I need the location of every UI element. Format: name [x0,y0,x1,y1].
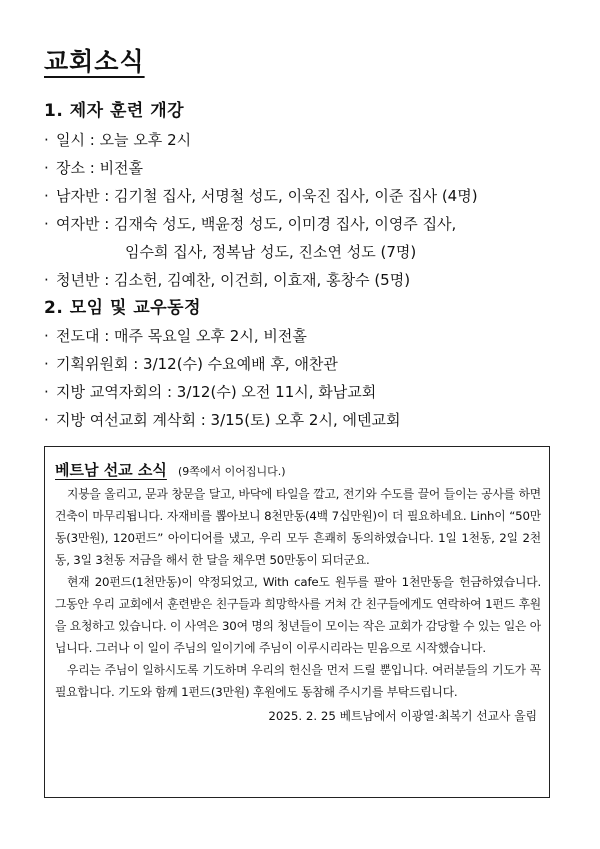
section-heading-discipleship: 1. 제자 훈련 개강 [44,101,185,121]
list-item-text: 여자반 : 김재숙 성도, 백윤정 성도, 이미경 집사, 이영주 집사, [56,215,457,233]
list-item-continuation: 임수희 집사, 정복남 성도, 진소연 성도 (7명) [125,243,417,261]
bullet-mark: · [44,131,49,149]
list-item-womens-mission [44,406,400,434]
bullet-mark: · [44,383,49,401]
list-item-men-class [44,182,478,210]
list-item-text: 청년반 : 김소헌, 김예찬, 이건희, 이효재, 홍창수 (5명) [56,271,411,289]
mission-news-subtitle: (9쪽에서 이어집니다.) [177,465,286,478]
bullet-mark: · [44,215,49,233]
section-heading-meetings: 2. 모임 및 교우동정 [44,298,201,318]
list-item-text: 일시 : 오늘 오후 2시 [56,131,192,149]
list-item-text: 전도대 : 매주 목요일 오후 2시, 비전홀 [56,327,307,345]
meetings-list [44,322,400,434]
mission-paragraph: 우리는 주님이 일하시도록 기도하며 우리의 헌신을 먼저 드릴 뿐입니다. 여러분들의 기도가 꼭 필요합니다. 기도와 함께 1펀드(3만원) 후원에도 동참해 주시기를 부탁드립니다. [55,663,541,699]
list-item-text: 지방 여선교회 계삭회 : 3/15(토) 오후 2시, 에덴교회 [56,411,401,429]
mission-news-title: 베트남 선교 소식 [55,461,167,479]
list-item-text: 지방 교역자회의 : 3/12(수) 오전 11시, 화남교회 [56,383,377,401]
list-item-clergy-meeting [44,378,400,406]
list-item-planning-committee [44,350,400,378]
mission-signature: 2025. 2. 25 베트남에서 이광열·최복기 선교사 올림 [268,709,537,723]
bullet-mark: · [44,159,49,177]
discipleship-list [44,126,478,294]
list-item-text: 장소 : 비전홀 [56,159,144,177]
list-item-text: 남자반 : 김기철 집사, 서명철 성도, 이욱진 집사, 이준 집사 (4명) [56,187,478,205]
mission-paragraph: 지붕을 올리고, 문과 창문을 달고, 바닥에 타일을 깔고, 전기와 수도를 끌어 들이는 공사를 하면 건축이 마무리됩니다. 자재비를 뽑아보니 8천만동(4백 7십만원)이 더 필요하네요. Linh이 “50만동(3만원), 120펀드” 아이디어를 냈고, 우리 모두 흔쾌히 동의하였습니다. 1일 1천동, 2일 2천동, 3일 3천동 저금을 해서 한 달을 채우면 50만동이 되더군요. [55,487,541,567]
mission-news-box [44,446,550,798]
list-item-date [44,126,478,154]
page-title: 교회소식 [44,47,145,76]
list-item-place [44,154,478,182]
bullet-mark: · [44,187,49,205]
bullet-mark: · [44,327,49,345]
list-item-evangelism-team [44,322,400,350]
list-item-youth-class [44,266,478,294]
bullet-mark: · [44,411,49,429]
bullet-mark: · [44,355,49,373]
mission-news-header [55,457,541,483]
bullet-mark: · [44,271,49,289]
list-item-text: 기획위원회 : 3/12(수) 수요예배 후, 애찬관 [56,355,338,373]
list-item-women-class [44,210,478,266]
mission-paragraph: 현재 20펀드(1천만동)이 약정되었고, With cafe도 원두를 팔아 1천만동을 헌금하였습니다. 그동안 우리 교회에서 훈련받은 친구들과 희망학사를 거쳐 간 친구들에게도 연락하여 1펀드 후원을 요청하고 있습니다. 이 사역은 30여 명의 청년들이 모이는 작은 교회가 감당할 수 있는 일은 아닙니다. 그러나 이 일이 주님의 일이기에 주님이 이루시리라는 믿음으로 시작했습니다. [55,575,541,655]
